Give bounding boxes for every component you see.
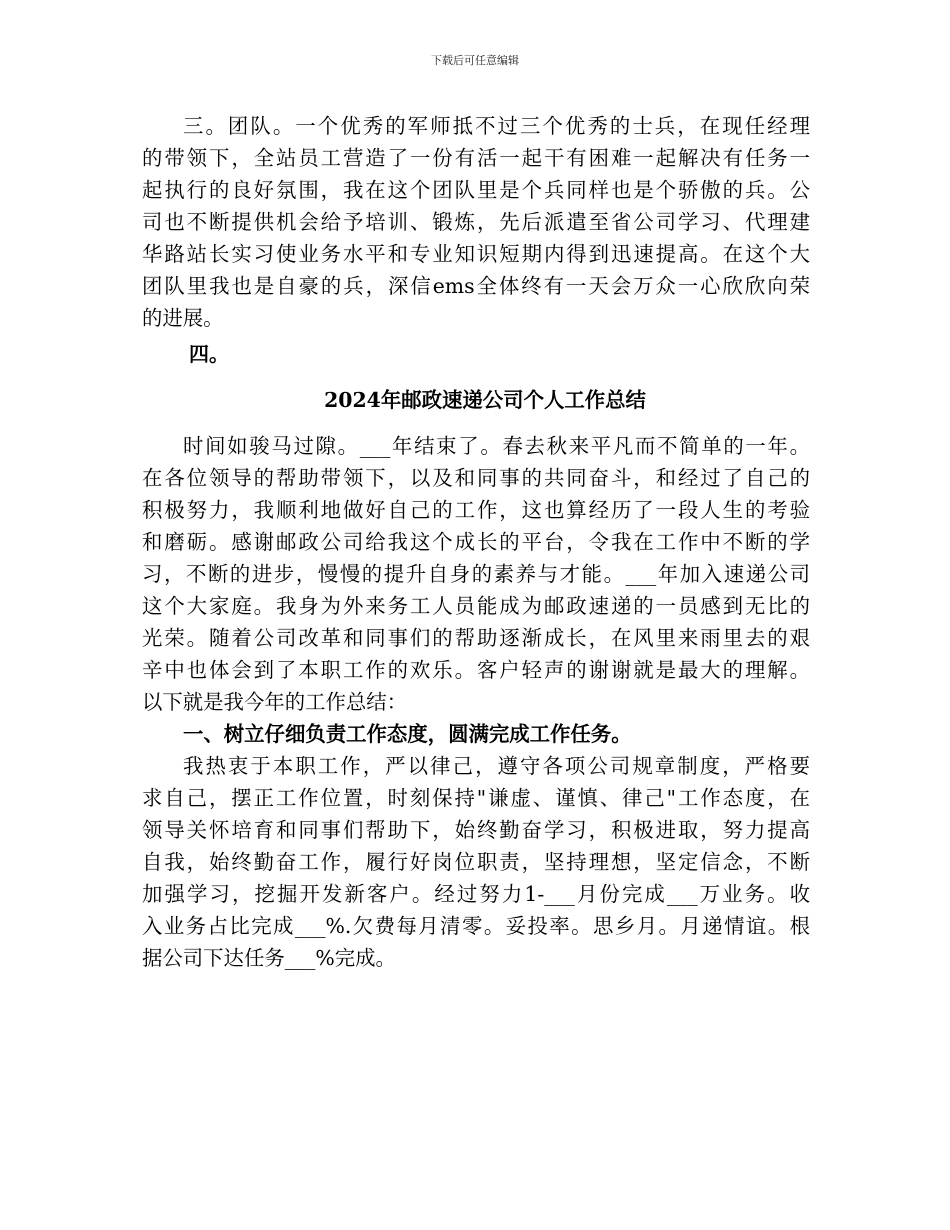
paragraph-line: 习，不断的进步，慢慢的提升自身的素养与才能。___年加入速递公司 <box>142 562 810 586</box>
paragraph-line: 华路站长实习使业务水平和专业知识短期内得到迅速提高。在这个大 <box>142 242 810 266</box>
section-four-heading: 四。 <box>189 342 229 366</box>
paragraph-line: 积极努力，我顺利地做好自己的工作，这也算经历了一段人生的考验 <box>142 498 810 522</box>
paragraph-line: 入业务占比完成___%.欠费每月清零。妥投率。思乡月。月递情谊。根 <box>142 914 810 938</box>
paragraph-line: 求自己，摆正工作位置，时刻保持"谦虚、谨慎、律己"工作态度，在 <box>142 786 810 810</box>
paragraph-line: 这个大家庭。我身为外来务工人员能成为邮政速递的一员感到无比的 <box>142 594 810 618</box>
paragraph-line: 和磨砺。感谢邮政公司给我这个成长的平台，令我在工作中不断的学 <box>142 530 810 554</box>
point-one-paragraph <box>142 750 810 974</box>
paragraph-line: 在各位领导的帮助带领下，以及和同事的共同奋斗，和经过了自己的 <box>142 466 810 490</box>
paragraph-line: 以下就是我今年的工作总结： <box>142 690 408 714</box>
paragraph-line: 辛中也体会到了本职工作的欢乐。客户轻声的谢谢就是最大的理解。 <box>142 658 810 682</box>
paragraph-line: 团队里我也是自豪的兵，深信ems全体终有一天会万众一心欣欣向荣 <box>142 274 810 298</box>
intro-paragraph <box>142 430 810 718</box>
paragraph-line: 加强学习，挖掘开发新客户。经过努力1-___月份完成___万业务。收 <box>142 882 810 906</box>
point-one-heading: 一、树立仔细负责工作态度，圆满完成工作任务。 <box>183 722 632 746</box>
paragraph-line: 自我，始终勤奋工作，履行好岗位职责，坚持理想，坚定信念，不断 <box>142 850 810 874</box>
paragraph-line: 司也不断提供机会给予培训、锻炼，先后派遣至省公司学习、代理建 <box>142 210 810 234</box>
paragraph-line: 三。团队。一个优秀的军师抵不过三个优秀的士兵，在现任经理 <box>183 114 810 138</box>
paragraph-line: 据公司下达任务___%完成。 <box>142 946 396 970</box>
paragraph-line: 时间如骏马过隙。___年结束了。春去秋来平凡而不简单的一年。 <box>183 434 810 458</box>
paragraph-line: 的进展。 <box>142 306 224 330</box>
page-header-note: 下载后可任意编辑 <box>431 54 519 67</box>
paragraph-line: 领导关怀培育和同事们帮助下，始终勤奋学习，积极进取，努力提高 <box>142 818 810 842</box>
paragraph-line: 光荣。随着公司改革和同事们的帮助逐渐成长，在风里来雨里去的艰 <box>142 626 810 650</box>
document-body <box>142 110 810 974</box>
paragraph-line: 起执行的良好氛围，我在这个团队里是个兵同样也是个骄傲的兵。公 <box>142 178 810 202</box>
section-three-paragraph <box>142 110 810 334</box>
document-title: 2024年邮政速递公司个人工作总结 <box>324 388 646 412</box>
paragraph-line: 我热衷于本职工作，严以律己，遵守各项公司规章制度，严格要 <box>183 754 810 778</box>
paragraph-line: 的带领下，全站员工营造了一份有活一起干有困难一起解决有任务一 <box>142 146 810 170</box>
